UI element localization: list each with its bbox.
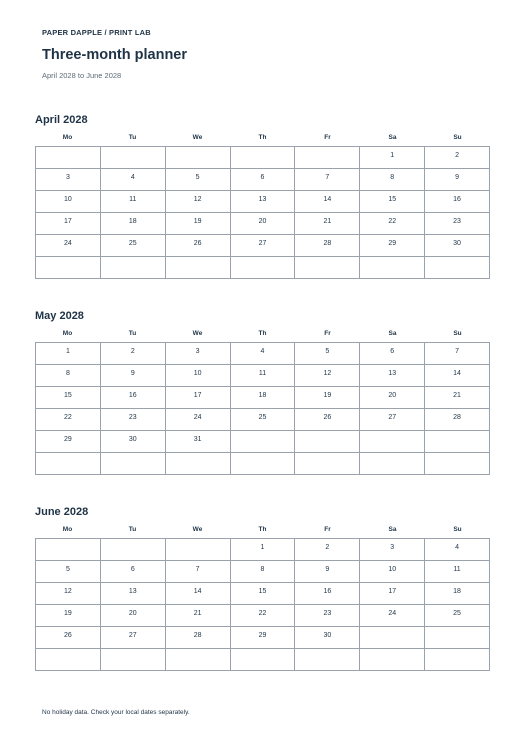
day-cell: 26 xyxy=(36,627,101,649)
day-cell: 2 xyxy=(101,343,166,365)
day-cell: 2 xyxy=(425,147,490,169)
weekday-label: Sa xyxy=(388,330,397,337)
weekday-label: Su xyxy=(453,330,462,337)
day-cell xyxy=(166,539,231,561)
day-cell: 4 xyxy=(425,539,490,561)
day-cell: 10 xyxy=(360,561,425,583)
day-cell: 22 xyxy=(231,605,296,627)
month-title: June 2028 xyxy=(35,506,89,518)
day-cell: 9 xyxy=(425,169,490,191)
day-cell xyxy=(101,649,166,671)
day-cell: 13 xyxy=(360,365,425,387)
weekday-label: We xyxy=(192,526,203,533)
day-cell: 21 xyxy=(166,605,231,627)
day-cell: 17 xyxy=(360,583,425,605)
day-cell: 7 xyxy=(425,343,490,365)
weekday-label: Su xyxy=(453,526,462,533)
day-cell: 18 xyxy=(101,213,166,235)
day-cell: 16 xyxy=(101,387,166,409)
week-row xyxy=(36,605,490,627)
weekday-header-row xyxy=(35,326,490,342)
day-cell: 12 xyxy=(295,365,360,387)
weekday-label: Th xyxy=(258,330,267,337)
day-cell: 13 xyxy=(231,191,296,213)
day-cell: 28 xyxy=(425,409,490,431)
day-cell: 11 xyxy=(425,561,490,583)
week-row xyxy=(36,583,490,605)
day-cell: 8 xyxy=(36,365,101,387)
day-cell: 12 xyxy=(36,583,101,605)
page-subtitle: April 2028 to June 2028 xyxy=(42,71,122,80)
day-cell: 25 xyxy=(425,605,490,627)
weekday-label: Su xyxy=(453,134,462,141)
month-may xyxy=(35,308,490,475)
day-cell: 20 xyxy=(101,605,166,627)
week-row xyxy=(36,539,490,561)
day-cell: 29 xyxy=(36,431,101,453)
day-cell xyxy=(425,649,490,671)
day-cell: 28 xyxy=(295,235,360,257)
day-cell: 2 xyxy=(295,539,360,561)
day-cell: 26 xyxy=(166,235,231,257)
day-cell: 5 xyxy=(295,343,360,365)
day-cell: 24 xyxy=(166,409,231,431)
week-row xyxy=(36,147,490,169)
weekday-header-row xyxy=(35,522,490,538)
day-cell: 30 xyxy=(101,431,166,453)
month-june xyxy=(35,504,490,671)
day-cell: 18 xyxy=(231,387,296,409)
day-cell: 3 xyxy=(360,539,425,561)
weekday-label: Fr xyxy=(324,330,331,337)
day-cell: 20 xyxy=(360,387,425,409)
day-cell: 22 xyxy=(360,213,425,235)
day-cell: 15 xyxy=(231,583,296,605)
calendar-grid xyxy=(35,342,490,475)
day-cell: 14 xyxy=(425,365,490,387)
day-cell: 31 xyxy=(166,431,231,453)
day-cell xyxy=(295,257,360,279)
day-cell: 19 xyxy=(36,605,101,627)
day-cell xyxy=(295,453,360,475)
week-row xyxy=(36,387,490,409)
day-cell xyxy=(231,257,296,279)
day-cell xyxy=(425,257,490,279)
weekday-label: Tu xyxy=(128,526,137,533)
page-title: Three-month planner xyxy=(42,47,188,63)
weekday-label: Mo xyxy=(62,134,73,141)
weekday-label: Mo xyxy=(62,526,73,533)
day-cell xyxy=(101,257,166,279)
day-cell: 5 xyxy=(36,561,101,583)
day-cell: 24 xyxy=(36,235,101,257)
day-cell xyxy=(101,539,166,561)
day-cell: 28 xyxy=(166,627,231,649)
day-cell: 26 xyxy=(295,409,360,431)
day-cell: 1 xyxy=(36,343,101,365)
day-cell: 17 xyxy=(166,387,231,409)
day-cell: 10 xyxy=(36,191,101,213)
day-cell xyxy=(425,453,490,475)
week-row xyxy=(36,365,490,387)
week-row xyxy=(36,213,490,235)
month-april xyxy=(35,112,490,279)
day-cell: 19 xyxy=(295,387,360,409)
day-cell xyxy=(166,257,231,279)
day-cell: 24 xyxy=(360,605,425,627)
month-title: April 2028 xyxy=(35,114,88,126)
weekday-label: Sa xyxy=(388,526,397,533)
day-cell: 27 xyxy=(231,235,296,257)
weekday-label: Fr xyxy=(324,526,331,533)
day-cell xyxy=(425,431,490,453)
day-cell: 10 xyxy=(166,365,231,387)
calendar-grid xyxy=(35,146,490,279)
day-cell: 1 xyxy=(231,539,296,561)
day-cell xyxy=(36,649,101,671)
weekday-label: Mo xyxy=(62,330,73,337)
day-cell xyxy=(295,431,360,453)
day-cell: 25 xyxy=(231,409,296,431)
weekday-label: We xyxy=(192,134,203,141)
day-cell: 7 xyxy=(295,169,360,191)
week-row xyxy=(36,235,490,257)
day-cell: 15 xyxy=(36,387,101,409)
weekday-label: Tu xyxy=(128,330,137,337)
day-cell: 22 xyxy=(36,409,101,431)
day-cell: 16 xyxy=(295,583,360,605)
day-cell xyxy=(360,627,425,649)
day-cell xyxy=(231,453,296,475)
day-cell: 14 xyxy=(295,191,360,213)
weekday-label: Th xyxy=(258,526,267,533)
day-cell: 6 xyxy=(101,561,166,583)
day-cell: 14 xyxy=(166,583,231,605)
day-cell: 29 xyxy=(231,627,296,649)
day-cell: 1 xyxy=(360,147,425,169)
weekday-label: Sa xyxy=(388,134,397,141)
day-cell xyxy=(166,649,231,671)
day-cell: 15 xyxy=(360,191,425,213)
day-cell xyxy=(295,147,360,169)
day-cell: 18 xyxy=(425,583,490,605)
day-cell: 21 xyxy=(425,387,490,409)
day-cell xyxy=(360,649,425,671)
day-cell: 3 xyxy=(36,169,101,191)
day-cell: 29 xyxy=(360,235,425,257)
day-cell: 16 xyxy=(425,191,490,213)
week-row xyxy=(36,453,490,475)
day-cell xyxy=(101,453,166,475)
day-cell: 27 xyxy=(360,409,425,431)
day-cell: 21 xyxy=(295,213,360,235)
day-cell: 30 xyxy=(425,235,490,257)
day-cell xyxy=(231,649,296,671)
week-row xyxy=(36,431,490,453)
footer-note: No holiday data. Check your local dates separately. xyxy=(42,709,190,716)
weekday-label: Th xyxy=(258,134,267,141)
day-cell: 6 xyxy=(231,169,296,191)
day-cell: 23 xyxy=(295,605,360,627)
day-cell: 12 xyxy=(166,191,231,213)
day-cell: 23 xyxy=(101,409,166,431)
month-title: May 2028 xyxy=(35,310,84,322)
day-cell xyxy=(36,147,101,169)
week-row xyxy=(36,169,490,191)
day-cell xyxy=(36,453,101,475)
day-cell: 20 xyxy=(231,213,296,235)
day-cell: 27 xyxy=(101,627,166,649)
day-cell xyxy=(360,257,425,279)
day-cell xyxy=(166,147,231,169)
day-cell xyxy=(295,649,360,671)
day-cell xyxy=(360,453,425,475)
week-row xyxy=(36,257,490,279)
day-cell: 8 xyxy=(360,169,425,191)
day-cell: 7 xyxy=(166,561,231,583)
weekday-label: We xyxy=(192,330,203,337)
day-cell: 19 xyxy=(166,213,231,235)
weekday-label: Tu xyxy=(128,134,137,141)
day-cell: 13 xyxy=(101,583,166,605)
day-cell xyxy=(231,431,296,453)
calendar-grid xyxy=(35,538,490,671)
day-cell xyxy=(360,431,425,453)
day-cell xyxy=(166,453,231,475)
day-cell: 17 xyxy=(36,213,101,235)
weekday-header-row xyxy=(35,130,490,146)
day-cell: 23 xyxy=(425,213,490,235)
week-row xyxy=(36,649,490,671)
day-cell xyxy=(36,257,101,279)
day-cell xyxy=(425,627,490,649)
day-cell: 5 xyxy=(166,169,231,191)
day-cell xyxy=(231,147,296,169)
day-cell: 30 xyxy=(295,627,360,649)
day-cell: 4 xyxy=(101,169,166,191)
day-cell: 9 xyxy=(295,561,360,583)
weekday-label: Fr xyxy=(324,134,331,141)
day-cell: 25 xyxy=(101,235,166,257)
brand-label: PAPER DAPPLE / PRINT LAB xyxy=(42,28,151,37)
day-cell: 9 xyxy=(101,365,166,387)
week-row xyxy=(36,561,490,583)
day-cell: 8 xyxy=(231,561,296,583)
day-cell: 11 xyxy=(101,191,166,213)
day-cell: 6 xyxy=(360,343,425,365)
day-cell: 11 xyxy=(231,365,296,387)
day-cell: 3 xyxy=(166,343,231,365)
day-cell xyxy=(101,147,166,169)
week-row xyxy=(36,409,490,431)
day-cell xyxy=(36,539,101,561)
week-row xyxy=(36,191,490,213)
week-row xyxy=(36,627,490,649)
week-row xyxy=(36,343,490,365)
day-cell: 4 xyxy=(231,343,296,365)
